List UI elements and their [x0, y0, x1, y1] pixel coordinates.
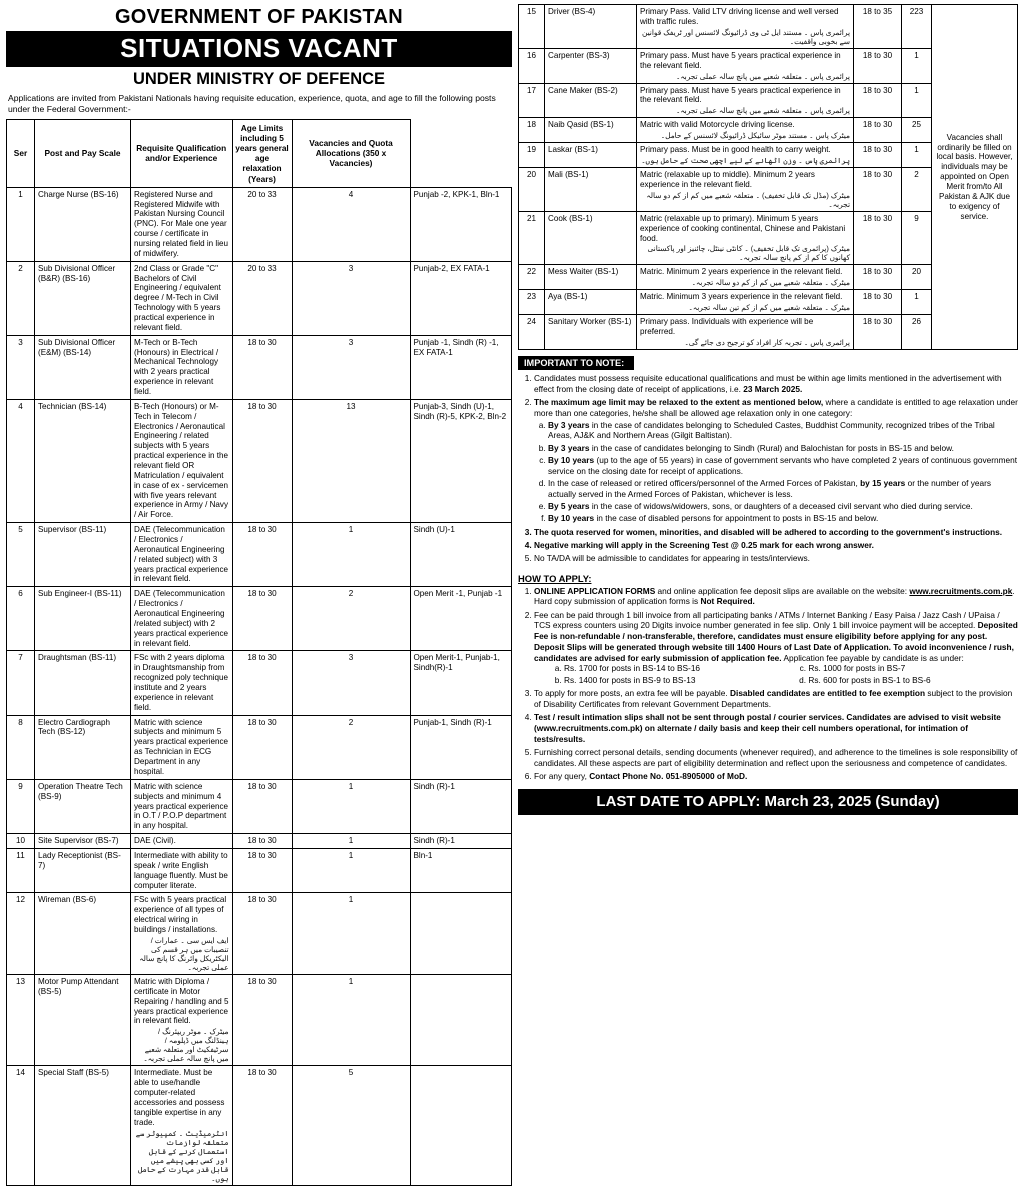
cell-post: Supervisor (BS-11) [35, 523, 131, 587]
cell-age: 18 to 30 [232, 399, 292, 522]
cell-quota [410, 1066, 512, 1185]
cell-requisite: Matric with valid Motorcycle driving license. میٹرک پاس ۔ مستند موٹر سائیکل ڈرائیونگ لائسنس کے حامل۔ [637, 118, 854, 143]
cell-ser: 10 [7, 834, 35, 849]
cell-quota: Punjab -1, Sindh (R) -1, EX FATA-1 [410, 335, 512, 399]
cell-vacancies: 3 [292, 651, 410, 715]
cell-ser: 9 [7, 779, 35, 833]
cell-vacancies: 26 [902, 315, 932, 350]
table-row [7, 1066, 512, 1185]
cell-vacancies: 1 [292, 974, 410, 1065]
cell-note: Vacancies shall ordinarily be filled on local basis. However, individuals may be appointed on Open Merit from/to All Pakistan & AJK due to exigency of service. [932, 5, 1018, 350]
cell-age: 18 to 30 [232, 587, 292, 651]
col-header-post: Post and Pay Scale [35, 120, 131, 188]
col-header-ser: Ser [7, 120, 35, 188]
page-title-situations-vacant: SITUATIONS VACANT [6, 31, 512, 67]
cell-ser: 6 [7, 587, 35, 651]
cell-ser: 15 [519, 5, 545, 49]
cell-requisite-urdu: میٹرک پاس ۔ مستند موٹر سائیکل ڈرائیونگ لائسنس کے حامل۔ [660, 131, 850, 141]
table-row [7, 893, 512, 975]
jobs-table-left [6, 119, 512, 1186]
cell-age: 18 to 30 [854, 290, 902, 315]
fee-item: d. Rs. 600 for posts in BS-1 to BS-6 [808, 675, 1018, 686]
cell-age: 18 to 30 [854, 265, 902, 290]
cell-ser: 23 [519, 290, 545, 315]
cell-ser: 12 [7, 893, 35, 975]
cell-vacancies: 2 [902, 168, 932, 212]
fee-list-right [792, 663, 1018, 685]
cell-requisite: Registered Nurse and Registered Midwife with Pakistan Nursing Council (PNC). For Male one year course / certificate in nursing related field in lieu of midwifery. [131, 187, 233, 261]
table-row [7, 848, 512, 892]
cell-post: Naib Qasid (BS-1) [545, 118, 637, 143]
age-relaxation-item: a. By 3 years in the case of candidates belonging to Scheduled Castes, Buddhist Community, recognized tribes of the Tribal Areas, AJ&K and Northern Areas (Gilgit Baltistan). [548, 420, 1018, 442]
fee-list-left [548, 663, 792, 685]
table-row [7, 187, 512, 261]
cell-post: Sub Divisional Officer (E&M) (BS-14) [35, 335, 131, 399]
cell-quota: Punjab-3, Sindh (U)-1, Sindh (R)-5, KPK-2, Bln-2 [410, 399, 512, 522]
cell-post: Lady Receptionist (BS-7) [35, 848, 131, 892]
cell-quota: Punjab-2, EX FATA-1 [410, 261, 512, 335]
cell-age: 18 to 30 [232, 1066, 292, 1185]
cell-quota [410, 893, 512, 975]
fee-item: b. Rs. 1400 for posts in BS-9 to BS-13 [564, 675, 792, 686]
cell-post: Laskar (BS-1) [545, 143, 637, 168]
cell-vacancies: 1 [902, 290, 932, 315]
age-relaxation-item: b. By 3 years in the case of candidates belonging to Sindh (Rural) and Balochistan for posts in BS-15 and below. [548, 443, 1018, 454]
cell-requisite-urdu: پرائمری پاس ۔ متعلقہ شعبے میں پانچ سالہ عملی تجربہ۔ [675, 106, 850, 116]
cell-post: Site Supervisor (BS-7) [35, 834, 131, 849]
apply-item-3: 3. To apply for more posts, an extra fee will be payable. Disabled candidates are entitled to fee exemption subject to the provision of Disability Certificates from relevant Government Departments. [534, 688, 1018, 710]
cell-vacancies: 1 [902, 143, 932, 168]
cell-quota: Bln-1 [410, 848, 512, 892]
cell-age: 18 to 30 [854, 143, 902, 168]
cell-vacancies: 4 [292, 187, 410, 261]
cell-post: Operation Theatre Tech (BS-9) [35, 779, 131, 833]
cell-vacancies: 2 [292, 587, 410, 651]
cell-post: Driver (BS-4) [545, 5, 637, 49]
cell-requisite-urdu: پرائمری پاس ۔ وزن اٹھانے کے لیے اچھی صحت کے حامل ہوں۔ [641, 156, 850, 166]
note-item-4: 4. Negative marking will apply in the Screening Test @ 0.25 mark for each wrong answer. [534, 540, 1018, 551]
note-item-3: 3. The quota reserved for women, minorities, and disabled will be adhered to according to the government's instructions. [534, 527, 1018, 538]
cell-vacancies: 1 [292, 779, 410, 833]
cell-requisite-urdu: میٹرک ۔ متعلقہ شعبے میں کم از کم تین سالہ تجربہ۔ [688, 303, 850, 313]
cell-requisite-urdu: پرائمری پاس ۔ متعلقہ شعبے میں پانچ سالہ عملی تجربہ۔ [675, 71, 850, 81]
cell-vacancies: 3 [292, 261, 410, 335]
cell-ser: 5 [7, 523, 35, 587]
cell-quota: Sindh (U)-1 [410, 523, 512, 587]
cell-vacancies: 3 [292, 335, 410, 399]
cell-post: Wireman (BS-6) [35, 893, 131, 975]
cell-requisite: DAE (Telecommunication / Electronics / Aeronautical Engineering / related subject) with 3 years practical experience in relevant field. [131, 523, 233, 587]
last-date-banner: LAST DATE TO APPLY: March 23, 2025 (Sunday) [518, 789, 1018, 815]
cell-requisite: Primary Pass. Valid LTV driving license and well versed with traffic rules. پرائمری پاس ۔ مستند ایل ٹی وی ڈرائیونگ لائسنس اور ٹریفک قوانین سے بخوبی واقفیت۔ [637, 5, 854, 49]
col-header-age: Age Limits including 5 years general age relaxation (Years) [232, 120, 292, 188]
cell-ser: 13 [7, 974, 35, 1065]
cell-ser: 11 [7, 848, 35, 892]
cell-post: Motor Pump Attendant (BS-5) [35, 974, 131, 1065]
cell-vacancies: 5 [292, 1066, 410, 1185]
apply-item-1: 1. ONLINE APPLICATION FORMS and online application fee deposit slips are available on the website: www.recruitments.com.pk. Hard copy submission of application forms is Not Required. [534, 586, 1018, 608]
cell-vacancies: 2 [292, 715, 410, 779]
cell-requisite: FSc with 5 years practical experience of all types of electrical wiring in buildings / installations. ایف ایس سی ۔ عمارات / تنصیبات میں ہر قسم کی الیکٹریکل وائرنگ کا پانچ سالہ عملی تجربہ۔ [131, 893, 233, 975]
cell-ser: 20 [519, 168, 545, 212]
cell-requisite: Primary pass. Must have 5 years practical experience in the relevant field. پرائمری پاس ۔ متعلقہ شعبے میں پانچ سالہ عملی تجربہ۔ [637, 83, 854, 118]
cell-requisite-urdu: پرائمری پاس ۔ مستند ایل ٹی وی ڈرائیونگ لائسنس اور ٹریفک قوانین سے بخوبی واقفیت۔ [641, 27, 850, 46]
cell-age: 18 to 30 [854, 48, 902, 83]
cell-age: 18 to 30 [232, 893, 292, 975]
cell-quota: Punjab -2, KPK-1, Bln-1 [410, 187, 512, 261]
cell-age: 20 to 33 [232, 187, 292, 261]
note-item-2: 2. The maximum age limit may be relaxed to the extent as mentioned below, where a candidate is entitled to age relaxation under more than one categories, he/she shall be allowed age relaxation only in one category: a. By 3 years in the case of candidates belonging to Scheduled Castes, Buddhist Community, recognized tribes of the Tribal Areas, AJ&K and Northern Areas (Gilgit Baltistan). b. By 3 years in the case of candidates belonging to Sindh (Rural) and Balochistan for posts in BS-15 and below. c. By 10 years (up to the age of 55 years) in case of government servants who have completed 2 years of continuous government service on the closing date for receipt of applications. d. In the case of released or retired officers/personnel of the Armed Forces of Pakistan, by 15 years or the number of years actually served in the Armed Forces of Pakistan, whichever is less. e. By 5 years in the case of widows/widowers, sons, or daughters of a deceased civil servant who died during service. f. By 10 years in the case of disabled persons for appointment to posts in BS-15 and below. [534, 397, 1018, 524]
cell-post: Technician (BS-14) [35, 399, 131, 522]
cell-post: Charge Nurse (BS-16) [35, 187, 131, 261]
howtoapply-list [534, 586, 1018, 783]
cell-age: 18 to 30 [232, 335, 292, 399]
cell-requisite-urdu: میٹرک ۔ متعلقہ شعبے میں کم از کم دو سالہ تجربہ۔ [691, 278, 850, 288]
cell-post: Sub Engineer-I (BS-11) [35, 587, 131, 651]
cell-requisite: 2nd Class or Grade "C" Bachelors of Civil Engineering / equivalent degree / M-Tech in Civil Technology with 5 years practical experience in relevant field. [131, 261, 233, 335]
age-relaxation-item: d. In the case of released or retired officers/personnel of the Armed Forces of Pakistan, by 15 years or the number of years actually served in the Armed Forces of Pakistan, whichever is less. [548, 478, 1018, 500]
important-heading: IMPORTANT TO NOTE: [518, 356, 634, 370]
right-column [516, 0, 1024, 972]
note-item-1: 1. Candidates must possess requisite educational qualifications and must be within age limits mentioned in the advertisement with effect from the closing date of receipt of applications, i.e. 23 March 2025. [534, 373, 1018, 395]
cell-post: Cook (BS-1) [545, 211, 637, 265]
cell-age: 18 to 30 [232, 848, 292, 892]
cell-age: 18 to 30 [854, 168, 902, 212]
cell-ser: 1 [7, 187, 35, 261]
fee-list [548, 663, 1018, 685]
page-title-government: GOVERNMENT OF PAKISTAN [114, 6, 404, 28]
cell-requisite: B-Tech (Honours) or M-Tech in Telecom / Electronics / Aeronautical Engineering / related subjects with 5 years practical experience in the relevant field OR Matriculation / equivalent in case of ex - servicemen with five years relevant experience in Army / Navy / Air Force. [131, 399, 233, 522]
cell-ser: 4 [7, 399, 35, 522]
cell-ser: 19 [519, 143, 545, 168]
cell-vacancies: 1 [292, 848, 410, 892]
table-row [7, 523, 512, 587]
jobs-table-right [518, 4, 1018, 350]
cell-vacancies: 25 [902, 118, 932, 143]
cell-vacancies: 20 [902, 265, 932, 290]
cell-vacancies: 223 [902, 5, 932, 49]
table-row [7, 834, 512, 849]
cell-vacancies: 1 [292, 834, 410, 849]
table-row [7, 587, 512, 651]
cell-vacancies: 1 [292, 523, 410, 587]
cell-requisite: Intermediate. Must be able to use/handle computer-related accessories and possess tangible expertise in any trade. انٹرمیڈیٹ ۔ کمپیوٹر سے متعلقہ لوازمات استعمال کرنے کے قابل اور کسی بھی پیشے میں قابل قدر مہارت کے حامل ہوں۔ [131, 1066, 233, 1185]
cell-requisite: Matric with science subjects and minimum 5 years practical experience as Technician in ECG Department in any hospital. [131, 715, 233, 779]
cell-post: Electro Cardiograph Tech (BS-12) [35, 715, 131, 779]
table-row [7, 399, 512, 522]
closing-date-text: 23 March 2025. [743, 383, 803, 394]
page-subtitle-ministry: UNDER MINISTRY OF DEFENCE [132, 70, 386, 88]
cell-requisite: Matric with Diploma / certificate in Motor Repairing / handling and 5 years practical experience in relevant field. میٹرک ۔ موٹر ریپئرنگ / ہینڈلنگ میں ڈپلومہ / سرٹیفکیٹ اور متعلقہ شعبے میں پانچ سالہ عملی تجربہ۔ [131, 974, 233, 1065]
apply-item-4: 4. Test / result intimation slips shall not be sent through postal / courier services. Candidates are advised to visit website (www.recruitments.com.pk) on alternate / daily basis and keep their cell numbers operational, for intimation of tests/results. [534, 712, 1018, 744]
intro-paragraph: Applications are invited from Pakistani Nationals having requisite education, experience, quota, and age to fill the following posts under the Federal Government:- [8, 93, 496, 114]
cell-age: 18 to 30 [854, 118, 902, 143]
apply-item-6: 6. For any query, Contact Phone No. 051-8905000 of MoD. [534, 771, 1018, 782]
cell-age: 18 to 30 [232, 715, 292, 779]
cell-quota [410, 974, 512, 1065]
cell-post: Special Staff (BS-5) [35, 1066, 131, 1185]
cell-requisite-urdu: میٹرک (مڈل تک قابل تخفیف) ۔ متعلقہ شعبے میں کم از کم دو سالہ تجربہ۔ [646, 190, 850, 209]
cell-ser: 3 [7, 335, 35, 399]
note-item-5: 5. No TA/DA will be admissible to candidates for appearing in tests/interviews. [534, 553, 1018, 564]
cell-requisite: M-Tech or B-Tech (Honours) in Electrical / Mechanical Technology with 2 years practical experience in relevant field. [131, 335, 233, 399]
cell-quota: Sindh (R)-1 [410, 834, 512, 849]
cell-post: Sanitary Worker (BS-1) [545, 315, 637, 350]
cell-ser: 22 [519, 265, 545, 290]
cell-ser: 7 [7, 651, 35, 715]
cell-quota: Open Merit -1, Punjab -1 [410, 587, 512, 651]
cell-requisite-urdu: انٹرمیڈیٹ ۔ کمپیوٹر سے متعلقہ لوازمات استعمال کرنے کے قابل اور کسی بھی پیشے میں قابل قدر مہارت کے حامل ہوں۔ [135, 1128, 229, 1183]
age-relaxation-item: c. By 10 years (up to the age of 55 years) in case of government servants who have completed 2 years of continuous government service on the closing date for receipt of applications. [548, 455, 1018, 477]
cell-post: Carpenter (BS-3) [545, 48, 637, 83]
cell-post: Cane Maker (BS-2) [545, 83, 637, 118]
cell-quota: Punjab-1, Sindh (R)-1 [410, 715, 512, 779]
cell-requisite: Primary pass. Must be in good health to carry weight. پرائمری پاس ۔ وزن اٹھانے کے لیے اچھی صحت کے حامل ہوں۔ [637, 143, 854, 168]
cell-vacancies: 13 [292, 399, 410, 522]
cell-requisite: Matric (relaxable up to middle). Minimum 2 years experience in the relevant field. میٹرک (مڈل تک قابل تخفیف) ۔ متعلقہ شعبے میں کم از کم دو سالہ تجربہ۔ [637, 168, 854, 212]
cell-requisite: Primary pass. Individuals with experience will be preferred. پرائمری پاس ۔ تجربہ کار افراد کو ترجیح دی جائے گی۔ [637, 315, 854, 350]
cell-requisite: Matric. Minimum 3 years experience in the relevant field. میٹرک ۔ متعلقہ شعبے میں کم از کم تین سالہ تجربہ۔ [637, 290, 854, 315]
col-header-requisite: Requisite Qualification and/or Experience [131, 120, 233, 188]
cell-requisite: Matric with science subjects and minimum 4 years practical experience in O.T / P.O.P department in any hospital. [131, 779, 233, 833]
cell-post: Aya (BS-1) [545, 290, 637, 315]
important-notes-list [534, 373, 1018, 564]
cell-post: Sub Divisional Officer (B&R) (BS-16) [35, 261, 131, 335]
fee-item: c. Rs. 1000 for posts in BS-7 [808, 663, 1018, 674]
cell-ser: 21 [519, 211, 545, 265]
cell-requisite: Intermediate with ability to speak / write English language fluently. Must be computer literate. [131, 848, 233, 892]
table-row [7, 651, 512, 715]
cell-ser: 24 [519, 315, 545, 350]
cell-requisite: Matric. Minimum 2 years experience in the relevant field. میٹرک ۔ متعلقہ شعبے میں کم از کم دو سالہ تجربہ۔ [637, 265, 854, 290]
cell-ser: 17 [519, 83, 545, 118]
cell-ser: 2 [7, 261, 35, 335]
cell-vacancies: 9 [902, 211, 932, 265]
cell-age: 20 to 33 [232, 261, 292, 335]
fee-item: a. Rs. 1700 for posts in BS-14 to BS-16 [564, 663, 792, 674]
cell-requisite: Primary pass. Must have 5 years practical experience in the relevant field. پرائمری پاس ۔ متعلقہ شعبے میں پانچ سالہ عملی تجربہ۔ [637, 48, 854, 83]
cell-requisite-urdu: میٹرک ۔ موٹر ریپئرنگ / ہینڈلنگ میں ڈپلومہ / سرٹیفکیٹ اور متعلقہ شعبے میں پانچ سالہ عملی تجربہ۔ [143, 1027, 229, 1064]
cell-age: 18 to 30 [854, 211, 902, 265]
cell-age: 18 to 30 [232, 523, 292, 587]
cell-age: 18 to 30 [854, 83, 902, 118]
cell-quota: Open Merit-1, Punjab-1, Sindh(R)-1 [410, 651, 512, 715]
cell-requisite: FSc with 2 years diploma in Draughtsmanship from recognized poly technique institute and 2 years experience in relevant field. [131, 651, 233, 715]
cell-vacancies: 1 [902, 83, 932, 118]
table-row [7, 779, 512, 833]
table-row [7, 974, 512, 1065]
cell-age: 18 to 30 [232, 974, 292, 1065]
cell-requisite-urdu: پرائمری پاس ۔ تجربہ کار افراد کو ترجیح دی جائے گی۔ [684, 337, 850, 347]
age-relaxation-item: e. By 5 years in the case of widows/widowers, sons, or daughters of a deceased civil servant who died during service. [548, 501, 1018, 512]
cell-ser: 18 [519, 118, 545, 143]
table-row [7, 715, 512, 779]
cell-requisite-urdu: میٹرک (پرائمری تک قابل تخفیف) ۔ کانٹی نینٹل، چائنیز اور پاکستانی کھانوں کا کم از کم پانچ سالہ تجربہ۔ [647, 244, 850, 263]
cell-post: Mess Waiter (BS-1) [545, 265, 637, 290]
apply-item-5: 5. Furnishing correct personal details, sending documents (whenever required), and adherence to the timelines is sole responsibility of candidates. All these aspects are part of eligibility determination and reflect upon the seriousness and competence of candidates. [534, 747, 1018, 769]
website-link[interactable]: www.recruitments.com.pk [909, 585, 1013, 596]
cell-vacancies: 1 [902, 48, 932, 83]
cell-requisite-urdu: ایف ایس سی ۔ عمارات / تنصیبات میں ہر قسم کی الیکٹریکل وائرنگ کا پانچ سالہ عملی تجربہ۔ [139, 935, 229, 972]
cell-ser: 8 [7, 715, 35, 779]
table-row [519, 5, 1018, 49]
cell-age: 18 to 30 [854, 315, 902, 350]
cell-age: 18 to 35 [854, 5, 902, 49]
cell-ser: 14 [7, 1066, 35, 1185]
cell-requisite: DAE (Civil). [131, 834, 233, 849]
cell-requisite: DAE (Telecommunication / Electronics / Aeronautical Engineering /related subject) with 2 years practical experience in relevant field. [131, 587, 233, 651]
cell-requisite: Matric (relaxable up to primary). Minimum 5 years experience of cooking continental, Chinese and Pakistani food. میٹرک (پرائمری تک قابل تخفیف) ۔ کانٹی نینٹل، چائنیز اور پاکستانی کھانوں کا کم از کم پانچ سالہ تجربہ۔ [637, 211, 854, 265]
table-header-row [7, 120, 512, 188]
cell-post: Draughtsman (BS-11) [35, 651, 131, 715]
cell-age: 18 to 30 [232, 779, 292, 833]
cell-age: 18 to 30 [232, 834, 292, 849]
cell-post: Mali (BS-1) [545, 168, 637, 212]
age-relaxation-sublist [548, 420, 1018, 525]
table-row [7, 261, 512, 335]
table-row [7, 335, 512, 399]
cell-age: 18 to 30 [232, 651, 292, 715]
cell-vacancies: 1 [292, 893, 410, 975]
apply-item-2: 2. Fee can be paid through 1 bill invoice from all participating banks / ATMs / Internet Banking / Easy Paisa / Jazz Cash / UPaisa / TCS express counters using 20 Digits invoice number generated in fee slip. Only 1 bill invoice payment will be accepted. Deposited Fee is non-refundable / non-transferable, therefore, candidates must ensure eligibility before applying for any post. Deposit Slips will be generated through website till 1400 Hours of Last Date of Application. To avoid inconvenience / rush, candidates are advised for early submission of application fee. Application fee payable by candidate is as under: a. Rs. 1700 for posts in BS-14 to BS-16 b. Rs. 1400 for posts in BS-9 to BS-13 c. Rs. 1000 for posts in BS-7 d. Rs. 600 for posts in BS-1 to BS-6 [534, 610, 1018, 686]
col-header-vacancies: Vacancies and Quota Allocations (350 x Vacancies) [292, 120, 410, 188]
howtoapply-heading: HOW TO APPLY: [518, 572, 592, 584]
cell-ser: 16 [519, 48, 545, 83]
age-relaxation-item: f. By 10 years in the case of disabled persons for appointment to posts in BS-15 and below. [548, 513, 1018, 524]
cell-quota: Sindh (R)-1 [410, 779, 512, 833]
